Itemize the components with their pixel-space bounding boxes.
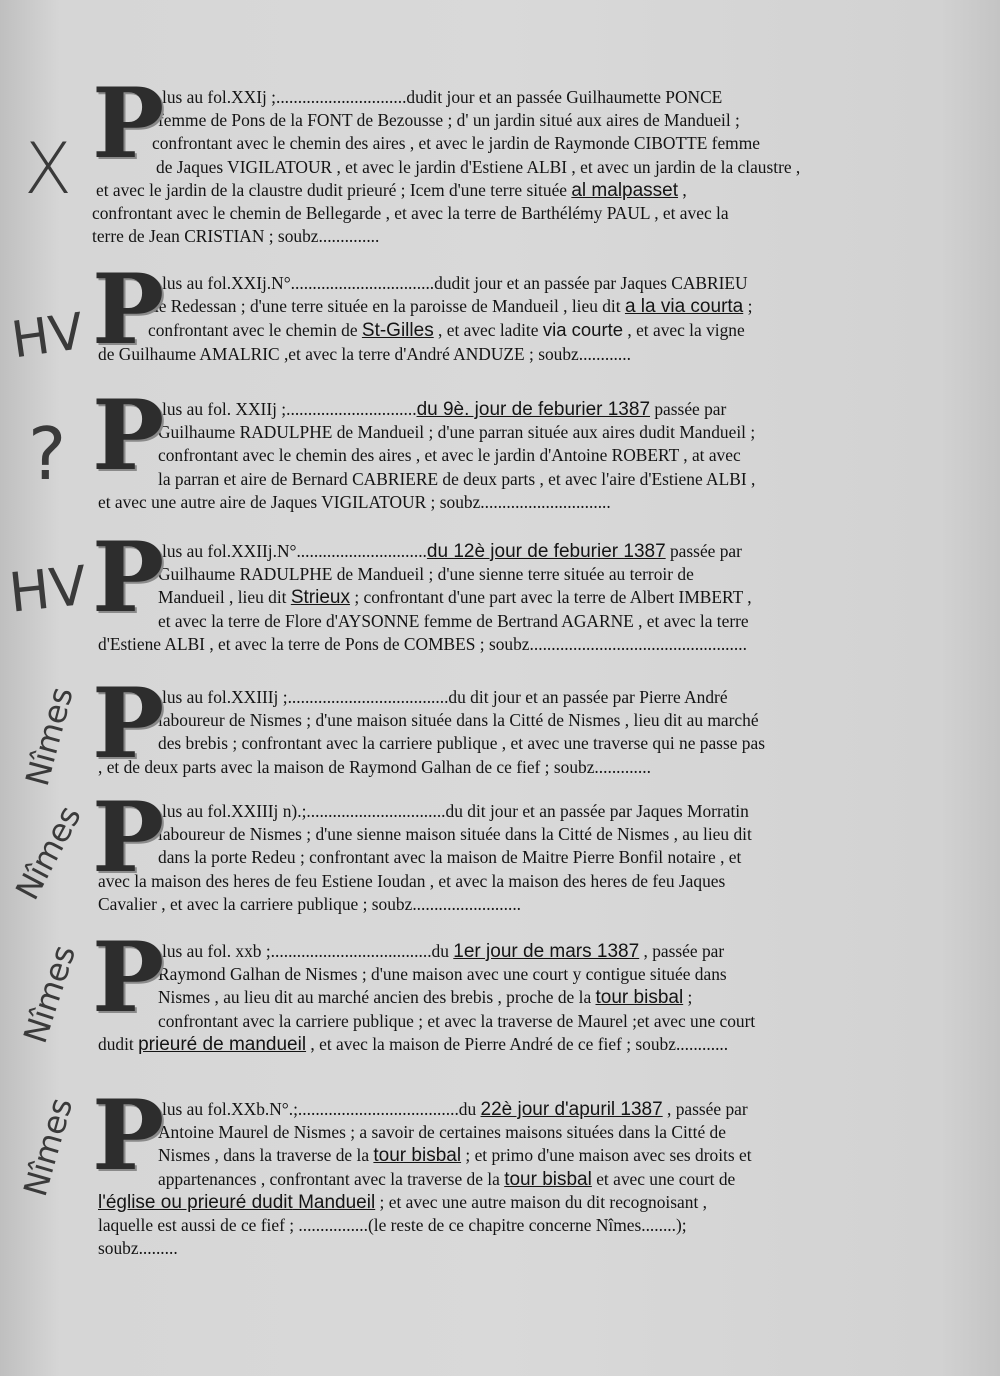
drop-cap: P bbox=[92, 781, 163, 894]
drop-cap: P bbox=[92, 379, 163, 492]
margin-note-nimes-1: Nîmes bbox=[18, 683, 81, 790]
drop-cap: P bbox=[92, 67, 163, 180]
drop-cap: P bbox=[92, 667, 163, 780]
drop-cap: P bbox=[92, 921, 163, 1034]
entry-text: lus au fol.XXIj ;..............................dudit jour et an passée Guilhaumette PONCE femme de Pons de la FONT de Bezousse ; d' un jardin situé aux aires de Mandueil ; confrontant avec le chemin des aires , et avec le jardin de Raymonde CIBOTTE femme de Jaques VIGILATOUR , et avec le jardin d'Estiene ALBI , et avec un jardin de la claustre , et avec le jardin de la claustre dudit prieuré ; Icem d'une terre située al malpasset , confrontant avec le chemin de Bellegarde , et avec la terre de Barthélémy PAUL , et avec la terre de Jean CRISTIAN ; soubz.............. bbox=[92, 87, 801, 247]
entry-2: P lus au fol.XXIj.N°.................................dudit jour et an passée par Jaques CABRIEU de Redessan ; d'une terre située en la paroisse de Mandueil , lieu dit a la via courta ; confrontant avec le chemin de St-Gilles , et avec ladite via courte , et avec la vigne de Guilhaume AMALRIC ,et avec la terre d'André ANDUZE ; soubz............ bbox=[92, 253, 753, 366]
underlined-place: al malpasset bbox=[571, 179, 679, 201]
margin-note-nimes-4: Nîmes bbox=[16, 1093, 81, 1201]
entry-3: P lus au fol. XXIIj ;..............................du 9è. jour de feburier 1387 passée par Guilhaume RADULPHE de Mandueil ; d'une parran située aux aires dudit Mandueil ; confrontant avec le chemin des aires , et avec le jardin d'Antoine ROBERT , at avec la parran et aire de Bernard CABRIERE de deux parts , et avec l'aire d'Estiene ALBI , et avec une autre aire de Jaques VIGILATOUR ; soubz.............................. bbox=[92, 379, 756, 512]
entry-4: P lus au fol.XXIIj.N°..............................du 12è jour de feburier 1387 passée par Guilhaume RADULPHE de Mandueil ; d'une sienne terre située au terroir de Mandueil , lieu dit Strieux ; confrontant d'une part avec la terre de Albert IMBERT , et avec la terre de Flore d'AYSONNE femme de Bertrand AGARNE , et avec la terre d'Estiene ALBI , et avec la terre de Pons de COMBES ; soubz.................................................. bbox=[92, 521, 752, 654]
margin-note-hv-2: HV bbox=[6, 553, 90, 625]
drop-cap: P bbox=[92, 253, 163, 366]
margin-note-x: X bbox=[24, 128, 72, 210]
entry-6: P lus au fol.XXIIIj n).;................................du dit jour et an passée par Jaques Morratin laboureur de Nismes ; d'une sienne maison située dans la Citté de Nismes , au lieu dit dans la porte Redeu ; confrontant avec la maison de Maitre Pierre Bonfil notaire , et avec la maison des heres de feu Estiene Ioudan , et avec la maison des heres de feu Jaques Cavalier , et avec la carriere publique ; soubz......................... bbox=[92, 781, 752, 914]
entry-1 bbox=[92, 67, 902, 248]
entry-5: P lus au fol.XXIIIj ;.....................................du dit jour et an passée par Pierre André laboureur de Nismes ; d'une maison située dans la Citté de Nismes , lieu dit au marché des brebis ; confrontant avec la carriere publique , et avec une traverse qui ne passe pas , et de deux parts avec la maison de Raymond Galhan de ce fief ; soubz............. bbox=[92, 667, 765, 780]
entry-8: P lus au fol.XXb.N°.;.....................................du 22è jour d'apuril 1387 , passée par Antoine Maurel de Nismes ; a savoir de certaines maisons situées dans la Citté de Nismes , dans la traverse de la tour bisbal ; et primo d'une maison avec ses droits et appartenances , confrontant avec la traverse de la tour bisbal et avec une court de l'église ou prieuré dudit Mandueil ; et avec une autre maison du dit recognoisant , laquelle est aussi de ce fief ; ................(le reste de ce chapitre concerne Nîmes........); soubz......... bbox=[92, 1079, 752, 1259]
margin-note-nimes-2: Nîmes bbox=[8, 799, 89, 906]
margin-note-nimes-3: Nîmes bbox=[16, 940, 84, 1048]
margin-note-hv-1: HV bbox=[8, 302, 88, 370]
drop-cap: P bbox=[92, 1079, 163, 1192]
entry-7: P lus au fol. xxb ;.....................................du 1er jour de mars 1387 , passée par Raymond Galhan de Nismes ; d'une maison avec une court y contigue située dans Nismes , au lieu dit au marché ancien des brebis , proche de la tour bisbal ; confrontant avec la carriere publique ; et avec la traverse de Maurel ;et avec une court dudit prieuré de mandueil , et avec la maison de Pierre André de ce fief ; soubz............ bbox=[92, 921, 756, 1055]
drop-cap: P bbox=[92, 521, 163, 634]
margin-note-question: ? bbox=[28, 412, 67, 496]
